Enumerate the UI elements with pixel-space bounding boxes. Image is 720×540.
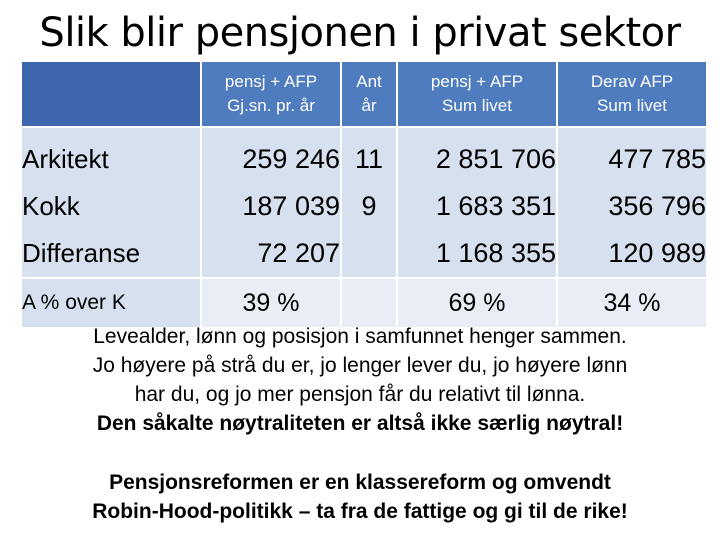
column-header-avg: pensj + AFP Gj.sn. pr. år [201,61,341,127]
avg-value: 259 246 [242,144,340,174]
explanation-paragraph: Levealder, lønn og posisjon i samfunnet henger sammen. Jo høyere på strå du er, jo lenger lever du, jo høyere lønn har du, og jo mer pensjon får du relativt til lønna. Den såkalte nøytraliteten er altså ikke særlig nøytral! [92,325,628,435]
table-row [21,127,707,278]
sum-value: 1 683 351 [435,191,556,221]
row-name-kokk: Kokk [22,191,80,221]
afp-value: 356 796 [608,191,706,221]
conclusion-paragraph: Pensjonsreformen er en klassereform og omvendt Robin-Hood-politikk – ta fra de fattige og gi til de rike! [92,471,628,523]
sum-value: 1 168 355 [435,238,556,268]
column-header-afp: Derav AFP Sum livet [557,61,707,127]
percent-avg: 39 % [201,278,341,328]
sum-values-cell [397,127,557,278]
afp-value: 120 989 [608,238,706,268]
afp-value: 477 785 [608,144,706,174]
years-value: 9 [361,191,377,221]
avg-value: 72 207 [257,238,340,268]
years-value [342,230,396,277]
sum-value: 2 851 706 [435,144,556,174]
years-values-cell [341,127,397,278]
row-names-cell [21,127,201,278]
pension-table [20,60,708,329]
percent-sum: 69 % [397,278,557,328]
column-header-years: Ant år [341,61,397,127]
row-name-arkitekt: Arkitekt [22,144,109,174]
slide-title: Slik blir pensjonen i privat sektor [39,10,681,56]
column-header-sum: pensj + AFP Sum livet [397,61,557,127]
table-corner-cell [21,61,201,127]
percent-years-empty [341,278,397,328]
years-value: 11 [354,144,384,174]
table-header-row [21,61,707,127]
row-name-differanse: Differanse [22,238,141,268]
percent-row [21,278,707,328]
percent-row-label: A % over K [21,278,201,328]
percent-afp: 34 % [557,278,707,328]
avg-value: 187 039 [242,191,340,221]
afp-values-cell [557,127,707,278]
avg-values-cell [201,127,341,278]
